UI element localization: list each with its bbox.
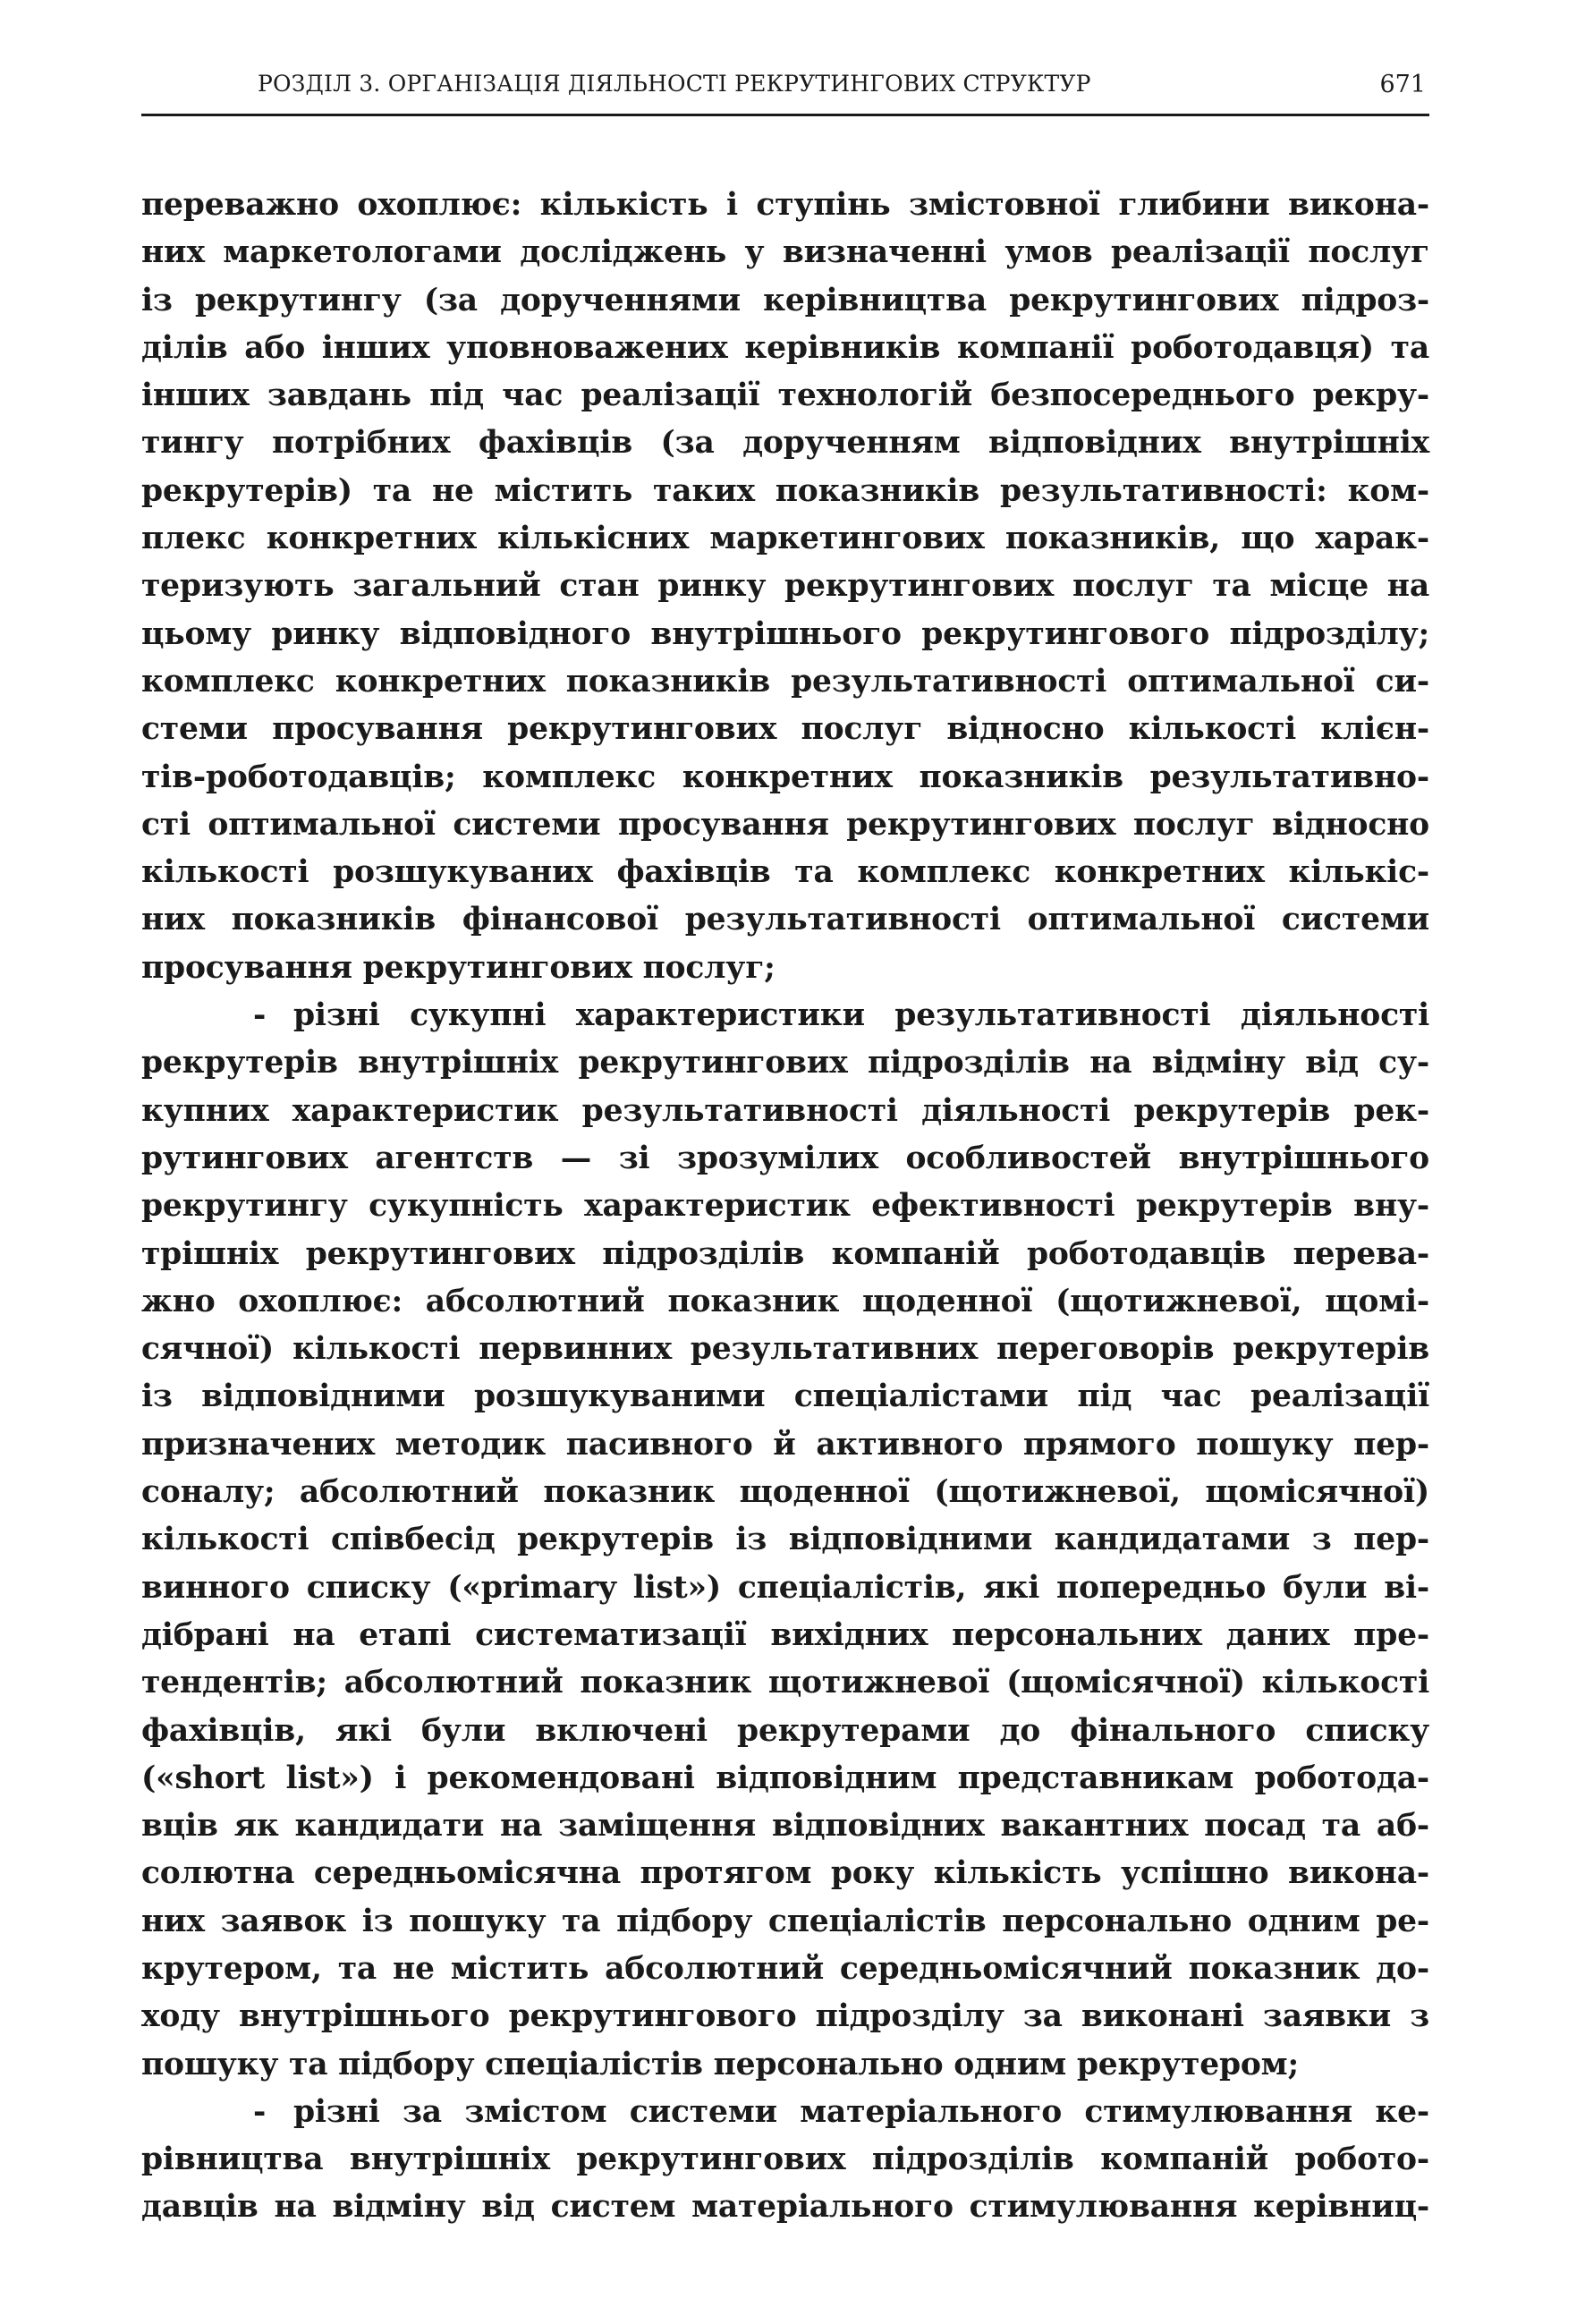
text-line: кількості розшукуваних фахівців та комплекс конкретних кількіс- [141, 854, 1429, 891]
body-text [141, 182, 1429, 2232]
text-line: кількості співбесід рекрутерів із відповідними кандидатами з пер- [141, 1522, 1429, 1558]
text-line: тендентів; абсолютний показник щотижневої (щомісячної) кількості [141, 1665, 1429, 1701]
bullet-text: різні за змістом системи матеріального стимулювання ке- [293, 2093, 1429, 2130]
text-line: рівництва внутрішніх рекрутингових підрозділів компаній робото- [141, 2142, 1429, 2178]
text-line: переважно охоплює: кількість і ступінь змістовної глибини викона- [141, 187, 1429, 223]
text-line: купних характеристик результативності діяльності рекрутерів рек- [141, 1092, 1429, 1129]
text-line: трішніх рекрутингових підрозділів компаній роботодавців перева- [141, 1235, 1429, 1272]
text-line: ділів або інших уповноважених керівників компанії роботодавця) та [141, 329, 1429, 366]
text-line: пошуку та підбору спеціалістів персонально одним рекрутером; [141, 2046, 1299, 2082]
text-line: комплекс конкретних показників результативності оптимальної си- [141, 663, 1429, 700]
text-line: плекс конкретних кількісних маркетингових показників, що харак- [141, 521, 1429, 557]
text-line: стеми просування рекрутингових послуг відносно кількості клієн- [141, 711, 1429, 748]
text-line: рекрутерів внутрішніх рекрутингових підрозділів на відміну від су- [141, 1045, 1429, 1081]
page-number: 671 [1379, 71, 1426, 98]
text-line: цьому ринку відповідного внутрішнього рекрутингового підрозділу; [141, 615, 1429, 652]
text-line: призначених методик пасивного й активного прямого пошуку пер- [141, 1426, 1429, 1463]
text-line: вців як кандидати на заміщення відповідних вакантних посад та аб- [141, 1808, 1429, 1845]
page-header [141, 67, 1429, 116]
text-line: них показників фінансової результативності оптимальної системи [141, 902, 1429, 938]
bullet-dash: - [253, 997, 267, 1034]
text-line: соналу; абсолютний показник щоденної (щотижневої, щомісячної) [141, 1474, 1429, 1511]
text-line: теризують загальний стан ринку рекрутингових послуг та місце на [141, 568, 1429, 605]
text-line: рекрутингу сукупність характеристик ефективності рекрутерів вну- [141, 1188, 1429, 1225]
text-line: просування рекрутингових послуг; [141, 949, 776, 986]
text-line: них маркетологами досліджень у визначенні умов реалізації послуг [141, 234, 1429, 271]
text-line: них заявок із пошуку та підбору спеціалістів персонально одним ре- [141, 1903, 1429, 1939]
text-line: сті оптимальної системи просування рекрутингових послуг відносно [141, 806, 1429, 843]
bullet-dash: - [253, 2093, 267, 2130]
text-line: із відповідними розшукуваними спеціалістами під час реалізації [141, 1378, 1429, 1415]
text-line: рутингових агентств — зі зрозумілих особливостей внутрішнього [141, 1140, 1429, 1176]
text-line: крутером, та не містить абсолютний середньомісячний показник до- [141, 1950, 1429, 1987]
text-line: фахівців, які були включені рекрутерами до фінального списку [141, 1712, 1429, 1749]
text-line: («short list») і рекомендовані відповідним представникам роботода- [141, 1760, 1429, 1796]
text-line: сячної) кількості первинних результативних переговорів рекрутерів [141, 1331, 1429, 1368]
running-head: РОЗДІЛ 3. ОРГАНІЗАЦІЯ ДІЯЛЬНОСТІ РЕКРУТИНГОВИХ СТРУКТУР [258, 71, 1091, 97]
text-line [141, 2089, 1429, 2136]
text-line: ходу внутрішнього рекрутингового підрозділу за виконані заявки з [141, 1998, 1429, 2035]
text-line: жно охоплює: абсолютний показник щоденної (щотижневої, щомі- [141, 1283, 1429, 1319]
text-line: винного списку («primary list») спеціалістів, які попередньо були ві- [141, 1569, 1429, 1606]
text-line: солютна середньомісячна протягом року кількість успішно викона- [141, 1855, 1429, 1892]
text-line: із рекрутингу (за дорученнями керівництва рекрутингових підроз- [141, 282, 1429, 318]
text-line: тів-роботодавців; комплекс конкретних показників результативно- [141, 759, 1429, 795]
text-line: дібрані на етапі систематизації вихідних персональних даних пре- [141, 1616, 1429, 1653]
text-line: інших завдань під час реалізації технологій безпосереднього рекру- [141, 377, 1429, 414]
text-line [141, 992, 1429, 1039]
text-line: рекрутерів) та не містить таких показників результативності: ком- [141, 472, 1429, 509]
text-line: тингу потрібних фахівців (за дорученням відповідних внутрішніх [141, 425, 1429, 462]
text-line: давців на відміну від систем матеріального стимулювання керівниц- [141, 2189, 1429, 2226]
bullet-text: різні сукупні характеристики результативності діяльності [293, 997, 1429, 1034]
